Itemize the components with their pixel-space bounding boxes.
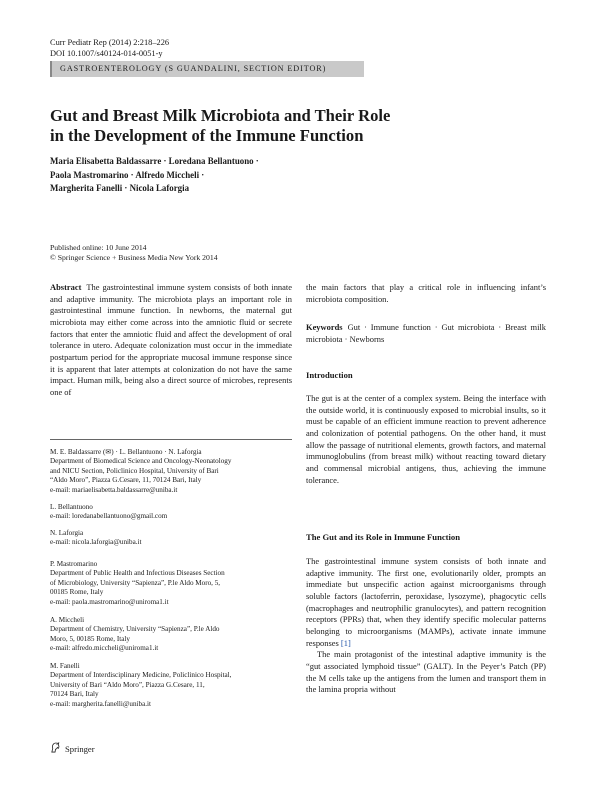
affiliation-line: “Aldo Moro”, Piazza G.Cesare, 11, 70124 Bari, Italy [50,476,202,485]
author-list [50,155,350,196]
affiliation-email[interactable]: e-mail: alfredo.miccheli@uniroma1.it [50,644,159,653]
affiliation-line: Department of Chemistry, University “Sapienza”, P.le Aldo [50,625,220,634]
gut-paragraph-2: The main protagonist of the intestinal adaptive immunity is the “gut associated lymphoid tissue” (GALT). In the Peyer’s Patch (PP) the M cells take up the antigens from the lumen and transport them in the lamina propria without [306,649,546,695]
affiliation-names: P. Mastromarino [50,560,98,568]
footnote-divider [50,439,292,440]
copyright-line: © Springer Science + Business Media New York 2014 [50,253,218,262]
keywords [306,322,546,345]
affiliation-names: N. Laforgia [50,529,84,537]
keywords-label: Keywords [306,322,343,332]
article-title [50,106,510,146]
doi[interactable]: DOI 10.1007/s40124-014-0051-y [50,49,163,58]
abstract-continued-text: the main factors that play a critical role in influencing infant’s microbiota composition. [306,282,546,304]
springer-horse-icon [50,742,61,755]
author-line-3: Margherita Fanelli · Nicola Laforgia [50,183,190,193]
affiliation-line: Department of Biomedical Science and Oncology-Neonatology [50,457,232,466]
affiliation-email[interactable]: e-mail: nicola.laforgia@uniba.it [50,538,142,547]
affiliation-block [50,448,300,495]
affiliation-line: and NICU Section, Policlinico Hospital, University of Bari [50,466,219,475]
affiliation-names: M. E. Baldassarre (✉) · L. Bellantuono · N. Laforgia [50,448,202,456]
affiliation-block [50,529,300,548]
affiliation-email[interactable]: e-mail: margherita.fanelli@uniba.it [50,699,152,708]
author-line-2: Paola Mastromarino · Alfredo Miccheli · [50,169,205,180]
affiliation-line: of Microbiology, University “Sapienza”, P.le Aldo Moro, 5, [50,578,221,587]
affiliation-email[interactable]: e-mail: paola.mastromarino@uniroma1.it [50,597,169,606]
section-heading-gut: The Gut and its Role in Immune Function [306,532,460,542]
abstract-continued [306,282,546,305]
affiliation-line: Department of Interdisciplinary Medicine, Policlinico Hospital, [50,671,232,680]
affiliation-email[interactable]: e-mail: mariaelisabetta.baldassarre@uniba.it [50,485,178,494]
affiliation-names: A. Miccheli [50,616,85,624]
section-heading-introduction: Introduction [306,370,353,380]
introduction-paragraph: The gut is at the center of a complex system. Being the interface with the outside world, it is continuously exposed to microbial insults, so it must be capable of an efficient immune reaction to prevent adherence and colonization of potential pathogens. On the other hand, it must allow the passage of nutritional elements, growth factors, and maternal immunoglobulins (from breast milk) without reacting toward dietary and commensal microbial antigens, thus, achieving the immune tolerance. [306,393,546,485]
title-line-2: in the Development of the Immune Function [50,126,364,145]
abstract-text: The gastrointestinal immune system consists of both innate and adaptive immunity. The microbiota plays an important role in gastrointestinal immune function. In newborns, the maternal gut microbiota may either come across into the amniotic fluid or secrete factors that enter the amniotic fluid and affect the development of oral tolerance in utero. Adequate colonization must occur in the immediate postpartum period for the appropriate mucosal immune response since it is apparent that later attempts at colonization do not have the same impact. Human milk, being also a direct source of microbes, represents one of [50,282,292,397]
journal-citation: Curr Pediatr Rep (2014) 2:218–226 [50,38,170,47]
published-date: Published online: 10 June 2014 [50,243,147,252]
abstract-label: Abstract [50,282,82,292]
introduction-text [306,393,546,486]
section-bar [50,61,364,77]
affiliation-names: L. Bellantuono [50,503,93,511]
affiliation-line: 70124 Bari, Italy [50,690,99,699]
affiliation-block [50,560,300,607]
section-bar-label: GASTROENTEROLOGY (S GUANDALINI, SECTION EDITOR) [60,64,327,73]
citation-link[interactable]: [1] [340,637,351,648]
affiliation-email[interactable]: e-mail: loredanabellantuono@gmail.com [50,512,168,521]
publisher-footer [50,742,95,755]
springer-label: Springer [65,743,95,754]
affiliation-block [50,503,300,522]
keywords-text: Gut · Immune function · Gut microbiota · Breast milk microbiota · Newborns [306,322,546,344]
abstract [50,282,292,399]
gut-paragraph-1: The gastrointestinal immune system consists of both innate and adaptive immunity. The first one, evolutionarily older, prompts an immediate but unspecific action against microorganisms through soluble factors (lactoferrin, peroxidase, lysozyme), phagocytic cells (macrophages and neutrophilic granulocytes), and pattern recognition receptors (PPRs) that, when they identify specific molecular patterns belonging to microorganisms (MAMPs), activate innate immune responses [306,556,546,648]
affiliation-line: Department of Public Health and Infectious Diseases Section [50,569,225,578]
affiliation-names: M. Fanelli [50,662,80,670]
author-line-1: Maria Elisabetta Baldassarre · Loredana Bellantuono · [50,156,259,166]
affiliation-line: Moro, 5, 00185 Rome, Italy [50,634,130,643]
gut-section-text [306,556,546,696]
affiliation-line: 00185 Rome, Italy [50,588,104,597]
title-line-1: Gut and Breast Milk Microbiota and Their Role [50,106,391,125]
affiliation-line: University of Bari “Aldo Moro”, Piazza G.Cesare, 11, [50,680,205,689]
affiliation-block [50,662,300,709]
affiliation-block [50,616,300,654]
